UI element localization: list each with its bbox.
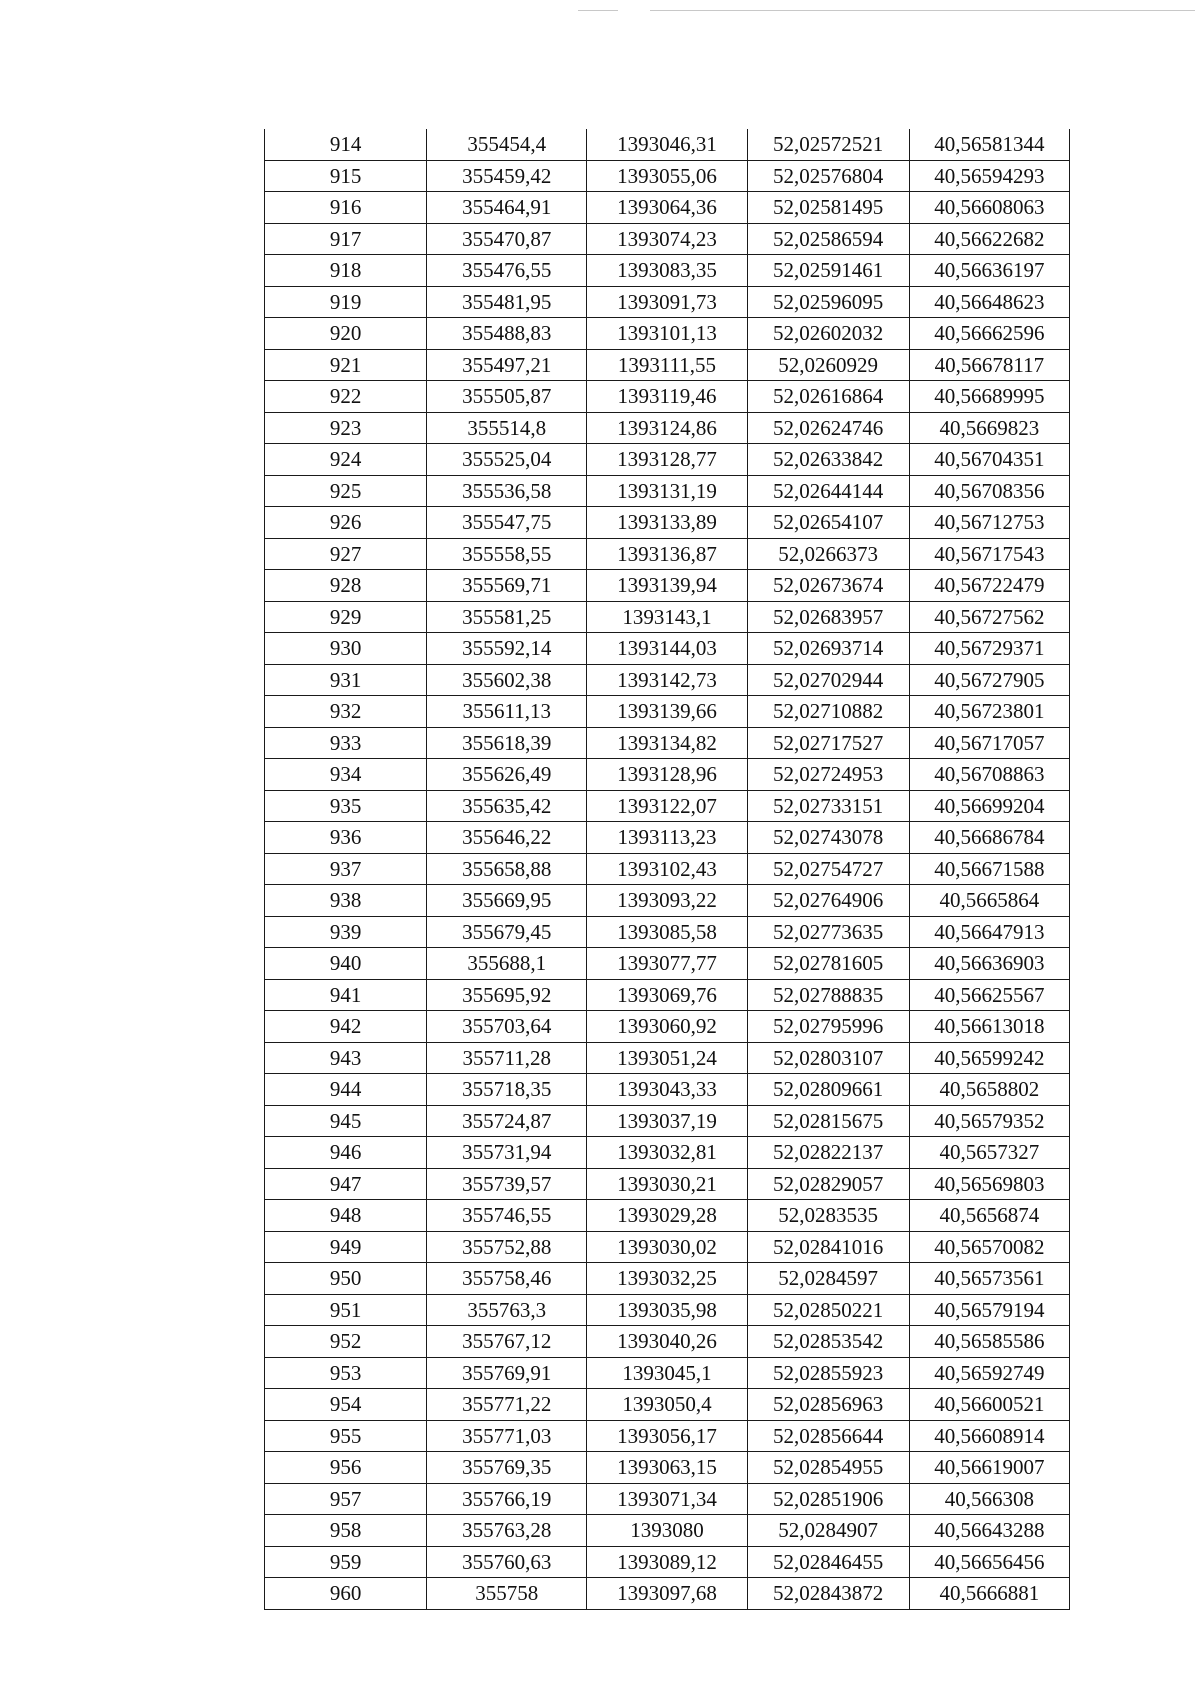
point-number-cell: 939 (265, 916, 427, 948)
y-coordinate-cell: 1393083,35 (587, 255, 747, 287)
latitude-cell: 52,02710882 (747, 696, 909, 728)
longitude-cell: 40,56727905 (909, 664, 1069, 696)
longitude-cell: 40,56662596 (909, 318, 1069, 350)
y-coordinate-cell: 1393139,94 (587, 570, 747, 602)
x-coordinate-cell: 355703,64 (427, 1011, 587, 1043)
x-coordinate-cell: 355536,58 (427, 475, 587, 507)
longitude-cell: 40,5666881 (909, 1578, 1069, 1610)
latitude-cell: 52,02654107 (747, 507, 909, 539)
longitude-cell: 40,56599242 (909, 1042, 1069, 1074)
y-coordinate-cell: 1393035,98 (587, 1294, 747, 1326)
x-coordinate-cell: 355695,92 (427, 979, 587, 1011)
x-coordinate-cell: 355547,75 (427, 507, 587, 539)
point-number-cell: 937 (265, 853, 427, 885)
table-row (265, 1200, 1070, 1232)
longitude-cell: 40,56636197 (909, 255, 1069, 287)
point-number-cell: 927 (265, 538, 427, 570)
point-number-cell: 938 (265, 885, 427, 917)
point-number-cell: 915 (265, 160, 427, 192)
point-number-cell: 935 (265, 790, 427, 822)
table-row (265, 444, 1070, 476)
y-coordinate-cell: 1393050,4 (587, 1389, 747, 1421)
latitude-cell: 52,02683957 (747, 601, 909, 633)
y-coordinate-cell: 1393069,76 (587, 979, 747, 1011)
latitude-cell: 52,02754727 (747, 853, 909, 885)
y-coordinate-cell: 1393037,19 (587, 1105, 747, 1137)
table-row (265, 1074, 1070, 1106)
longitude-cell: 40,56656456 (909, 1546, 1069, 1578)
longitude-cell: 40,56686784 (909, 822, 1069, 854)
latitude-cell: 52,02853542 (747, 1326, 909, 1358)
table-row (265, 1483, 1070, 1515)
y-coordinate-cell: 1393134,82 (587, 727, 747, 759)
x-coordinate-cell: 355481,95 (427, 286, 587, 318)
table-row (265, 538, 1070, 570)
table-row (265, 1105, 1070, 1137)
point-number-cell: 956 (265, 1452, 427, 1484)
point-number-cell: 920 (265, 318, 427, 350)
longitude-cell: 40,56647913 (909, 916, 1069, 948)
y-coordinate-cell: 1393032,25 (587, 1263, 747, 1295)
y-coordinate-cell: 1393113,23 (587, 822, 747, 854)
table-row (265, 223, 1070, 255)
x-coordinate-cell: 355766,19 (427, 1483, 587, 1515)
y-coordinate-cell: 1393128,77 (587, 444, 747, 476)
point-number-cell: 946 (265, 1137, 427, 1169)
longitude-cell: 40,56717543 (909, 538, 1069, 570)
latitude-cell: 52,02733151 (747, 790, 909, 822)
table-row (265, 1515, 1070, 1547)
longitude-cell: 40,56619007 (909, 1452, 1069, 1484)
table-row (265, 1389, 1070, 1421)
x-coordinate-cell: 355602,38 (427, 664, 587, 696)
y-coordinate-cell: 1393064,36 (587, 192, 747, 224)
latitude-cell: 52,02773635 (747, 916, 909, 948)
longitude-cell: 40,56625567 (909, 979, 1069, 1011)
table-row (265, 790, 1070, 822)
latitude-cell: 52,02581495 (747, 192, 909, 224)
latitude-cell: 52,0266373 (747, 538, 909, 570)
longitude-cell: 40,56585586 (909, 1326, 1069, 1358)
longitude-cell: 40,56708863 (909, 759, 1069, 791)
y-coordinate-cell: 1393124,86 (587, 412, 747, 444)
longitude-cell: 40,56727562 (909, 601, 1069, 633)
x-coordinate-cell: 355476,55 (427, 255, 587, 287)
x-coordinate-cell: 355669,95 (427, 885, 587, 917)
longitude-cell: 40,5669823 (909, 412, 1069, 444)
point-number-cell: 941 (265, 979, 427, 1011)
x-coordinate-cell: 355731,94 (427, 1137, 587, 1169)
table-row (265, 1294, 1070, 1326)
longitude-cell: 40,56622682 (909, 223, 1069, 255)
longitude-cell: 40,5657327 (909, 1137, 1069, 1169)
x-coordinate-cell: 355746,55 (427, 1200, 587, 1232)
x-coordinate-cell: 355771,03 (427, 1420, 587, 1452)
latitude-cell: 52,0284907 (747, 1515, 909, 1547)
y-coordinate-cell: 1393111,55 (587, 349, 747, 381)
longitude-cell: 40,56689995 (909, 381, 1069, 413)
point-number-cell: 952 (265, 1326, 427, 1358)
point-number-cell: 924 (265, 444, 427, 476)
longitude-cell: 40,56581344 (909, 129, 1069, 160)
latitude-cell: 52,02851906 (747, 1483, 909, 1515)
table-row (265, 822, 1070, 854)
latitude-cell: 52,0260929 (747, 349, 909, 381)
x-coordinate-cell: 355769,91 (427, 1357, 587, 1389)
point-number-cell: 957 (265, 1483, 427, 1515)
x-coordinate-cell: 355505,87 (427, 381, 587, 413)
x-coordinate-cell: 355464,91 (427, 192, 587, 224)
latitude-cell: 52,02846455 (747, 1546, 909, 1578)
table-row (265, 1357, 1070, 1389)
latitude-cell: 52,02822137 (747, 1137, 909, 1169)
x-coordinate-cell: 355724,87 (427, 1105, 587, 1137)
longitude-cell: 40,56608914 (909, 1420, 1069, 1452)
longitude-cell: 40,56608063 (909, 192, 1069, 224)
point-number-cell: 933 (265, 727, 427, 759)
latitude-cell: 52,02624746 (747, 412, 909, 444)
table-row (265, 1168, 1070, 1200)
latitude-cell: 52,02843872 (747, 1578, 909, 1610)
x-coordinate-cell: 355635,42 (427, 790, 587, 822)
point-number-cell: 960 (265, 1578, 427, 1610)
latitude-cell: 52,02795996 (747, 1011, 909, 1043)
point-number-cell: 922 (265, 381, 427, 413)
table-row (265, 507, 1070, 539)
point-number-cell: 917 (265, 223, 427, 255)
point-number-cell: 942 (265, 1011, 427, 1043)
point-number-cell: 940 (265, 948, 427, 980)
x-coordinate-cell: 355488,83 (427, 318, 587, 350)
y-coordinate-cell: 1393030,21 (587, 1168, 747, 1200)
latitude-cell: 52,02788835 (747, 979, 909, 1011)
x-coordinate-cell: 355459,42 (427, 160, 587, 192)
latitude-cell: 52,02809661 (747, 1074, 909, 1106)
y-coordinate-cell: 1393119,46 (587, 381, 747, 413)
table-row (265, 1452, 1070, 1484)
point-number-cell: 934 (265, 759, 427, 791)
point-number-cell: 945 (265, 1105, 427, 1137)
y-coordinate-cell: 1393043,33 (587, 1074, 747, 1106)
longitude-cell: 40,56579194 (909, 1294, 1069, 1326)
point-number-cell: 944 (265, 1074, 427, 1106)
point-number-cell: 950 (265, 1263, 427, 1295)
point-number-cell: 953 (265, 1357, 427, 1389)
latitude-cell: 52,02591461 (747, 255, 909, 287)
table-row (265, 349, 1070, 381)
longitude-cell: 40,56570082 (909, 1231, 1069, 1263)
y-coordinate-cell: 1393080 (587, 1515, 747, 1547)
x-coordinate-cell: 355592,14 (427, 633, 587, 665)
latitude-cell: 52,02693714 (747, 633, 909, 665)
table-row (265, 475, 1070, 507)
longitude-cell: 40,56722479 (909, 570, 1069, 602)
point-number-cell: 930 (265, 633, 427, 665)
coordinates-table-body (265, 129, 1070, 1609)
x-coordinate-cell: 355711,28 (427, 1042, 587, 1074)
longitude-cell: 40,5656874 (909, 1200, 1069, 1232)
longitude-cell: 40,56723801 (909, 696, 1069, 728)
y-coordinate-cell: 1393097,68 (587, 1578, 747, 1610)
longitude-cell: 40,56648623 (909, 286, 1069, 318)
y-coordinate-cell: 1393128,96 (587, 759, 747, 791)
latitude-cell: 52,02855923 (747, 1357, 909, 1389)
latitude-cell: 52,02781605 (747, 948, 909, 980)
table-row (265, 1042, 1070, 1074)
point-number-cell: 932 (265, 696, 427, 728)
y-coordinate-cell: 1393046,31 (587, 129, 747, 160)
point-number-cell: 929 (265, 601, 427, 633)
latitude-cell: 52,02616864 (747, 381, 909, 413)
x-coordinate-cell: 355758,46 (427, 1263, 587, 1295)
latitude-cell: 52,02803107 (747, 1042, 909, 1074)
y-coordinate-cell: 1393060,92 (587, 1011, 747, 1043)
longitude-cell: 40,56708356 (909, 475, 1069, 507)
latitude-cell: 52,02850221 (747, 1294, 909, 1326)
table-row (265, 160, 1070, 192)
x-coordinate-cell: 355718,35 (427, 1074, 587, 1106)
table-row (265, 1137, 1070, 1169)
x-coordinate-cell: 355558,55 (427, 538, 587, 570)
table-row (265, 916, 1070, 948)
point-number-cell: 954 (265, 1389, 427, 1421)
x-coordinate-cell: 355767,12 (427, 1326, 587, 1358)
x-coordinate-cell: 355763,28 (427, 1515, 587, 1547)
latitude-cell: 52,02856644 (747, 1420, 909, 1452)
point-number-cell: 921 (265, 349, 427, 381)
table-row (265, 1231, 1070, 1263)
longitude-cell: 40,5665864 (909, 885, 1069, 917)
latitude-cell: 52,02815675 (747, 1105, 909, 1137)
table-row (265, 601, 1070, 633)
x-coordinate-cell: 355514,8 (427, 412, 587, 444)
x-coordinate-cell: 355646,22 (427, 822, 587, 854)
y-coordinate-cell: 1393051,24 (587, 1042, 747, 1074)
x-coordinate-cell: 355769,35 (427, 1452, 587, 1484)
table-row (265, 1420, 1070, 1452)
point-number-cell: 914 (265, 129, 427, 160)
point-number-cell: 958 (265, 1515, 427, 1547)
point-number-cell: 918 (265, 255, 427, 287)
table-row (265, 318, 1070, 350)
x-coordinate-cell: 355688,1 (427, 948, 587, 980)
latitude-cell: 52,02576804 (747, 160, 909, 192)
y-coordinate-cell: 1393063,15 (587, 1452, 747, 1484)
point-number-cell: 919 (265, 286, 427, 318)
latitude-cell: 52,02596095 (747, 286, 909, 318)
point-number-cell: 925 (265, 475, 427, 507)
table-row (265, 727, 1070, 759)
table-row (265, 1578, 1070, 1610)
table-row (265, 885, 1070, 917)
point-number-cell: 916 (265, 192, 427, 224)
point-number-cell: 959 (265, 1546, 427, 1578)
point-number-cell: 947 (265, 1168, 427, 1200)
table-row (265, 286, 1070, 318)
y-coordinate-cell: 1393101,13 (587, 318, 747, 350)
latitude-cell: 52,02854955 (747, 1452, 909, 1484)
point-number-cell: 955 (265, 1420, 427, 1452)
table-row (265, 633, 1070, 665)
x-coordinate-cell: 355454,4 (427, 129, 587, 160)
y-coordinate-cell: 1393056,17 (587, 1420, 747, 1452)
table-row (265, 412, 1070, 444)
longitude-cell: 40,56579352 (909, 1105, 1069, 1137)
latitude-cell: 52,02717527 (747, 727, 909, 759)
table-row (265, 1011, 1070, 1043)
x-coordinate-cell: 355581,25 (427, 601, 587, 633)
y-coordinate-cell: 1393045,1 (587, 1357, 747, 1389)
y-coordinate-cell: 1393071,34 (587, 1483, 747, 1515)
y-coordinate-cell: 1393102,43 (587, 853, 747, 885)
y-coordinate-cell: 1393133,89 (587, 507, 747, 539)
x-coordinate-cell: 355763,3 (427, 1294, 587, 1326)
longitude-cell: 40,56594293 (909, 160, 1069, 192)
longitude-cell: 40,56729371 (909, 633, 1069, 665)
longitude-cell: 40,56573561 (909, 1263, 1069, 1295)
longitude-cell: 40,56704351 (909, 444, 1069, 476)
y-coordinate-cell: 1393077,77 (587, 948, 747, 980)
longitude-cell: 40,5658802 (909, 1074, 1069, 1106)
x-coordinate-cell: 355569,71 (427, 570, 587, 602)
table-row (265, 664, 1070, 696)
longitude-cell: 40,56643288 (909, 1515, 1069, 1547)
table-row (265, 948, 1070, 980)
longitude-cell: 40,56717057 (909, 727, 1069, 759)
y-coordinate-cell: 1393091,73 (587, 286, 747, 318)
point-number-cell: 951 (265, 1294, 427, 1326)
latitude-cell: 52,02764906 (747, 885, 909, 917)
x-coordinate-cell: 355752,88 (427, 1231, 587, 1263)
y-coordinate-cell: 1393136,87 (587, 538, 747, 570)
latitude-cell: 52,02841016 (747, 1231, 909, 1263)
y-coordinate-cell: 1393144,03 (587, 633, 747, 665)
x-coordinate-cell: 355611,13 (427, 696, 587, 728)
latitude-cell: 52,02572521 (747, 129, 909, 160)
point-number-cell: 923 (265, 412, 427, 444)
x-coordinate-cell: 355760,63 (427, 1546, 587, 1578)
x-coordinate-cell: 355618,39 (427, 727, 587, 759)
longitude-cell: 40,56712753 (909, 507, 1069, 539)
table-row (265, 979, 1070, 1011)
latitude-cell: 52,02633842 (747, 444, 909, 476)
scan-artifact-line (578, 10, 618, 11)
longitude-cell: 40,566308 (909, 1483, 1069, 1515)
y-coordinate-cell: 1393131,19 (587, 475, 747, 507)
table-row (265, 1263, 1070, 1295)
y-coordinate-cell: 1393032,81 (587, 1137, 747, 1169)
y-coordinate-cell: 1393055,06 (587, 160, 747, 192)
latitude-cell: 52,02743078 (747, 822, 909, 854)
y-coordinate-cell: 1393085,58 (587, 916, 747, 948)
longitude-cell: 40,56636903 (909, 948, 1069, 980)
latitude-cell: 52,02829057 (747, 1168, 909, 1200)
longitude-cell: 40,56678117 (909, 349, 1069, 381)
x-coordinate-cell: 355658,88 (427, 853, 587, 885)
x-coordinate-cell: 355626,49 (427, 759, 587, 791)
y-coordinate-cell: 1393122,07 (587, 790, 747, 822)
x-coordinate-cell: 355497,21 (427, 349, 587, 381)
longitude-cell: 40,56699204 (909, 790, 1069, 822)
table-row (265, 570, 1070, 602)
longitude-cell: 40,56569803 (909, 1168, 1069, 1200)
x-coordinate-cell: 355679,45 (427, 916, 587, 948)
y-coordinate-cell: 1393143,1 (587, 601, 747, 633)
table-row (265, 1326, 1070, 1358)
y-coordinate-cell: 1393093,22 (587, 885, 747, 917)
x-coordinate-cell: 355525,04 (427, 444, 587, 476)
point-number-cell: 936 (265, 822, 427, 854)
y-coordinate-cell: 1393142,73 (587, 664, 747, 696)
table-row (265, 192, 1070, 224)
y-coordinate-cell: 1393029,28 (587, 1200, 747, 1232)
coordinates-table (264, 129, 1070, 1610)
longitude-cell: 40,56600521 (909, 1389, 1069, 1421)
point-number-cell: 949 (265, 1231, 427, 1263)
point-number-cell: 948 (265, 1200, 427, 1232)
latitude-cell: 52,02586594 (747, 223, 909, 255)
latitude-cell: 52,0283535 (747, 1200, 909, 1232)
table-row (265, 129, 1070, 160)
point-number-cell: 928 (265, 570, 427, 602)
point-number-cell: 931 (265, 664, 427, 696)
x-coordinate-cell: 355758 (427, 1578, 587, 1610)
y-coordinate-cell: 1393139,66 (587, 696, 747, 728)
y-coordinate-cell: 1393089,12 (587, 1546, 747, 1578)
table-row (265, 381, 1070, 413)
table-row (265, 853, 1070, 885)
x-coordinate-cell: 355739,57 (427, 1168, 587, 1200)
latitude-cell: 52,0284597 (747, 1263, 909, 1295)
point-number-cell: 926 (265, 507, 427, 539)
longitude-cell: 40,56671588 (909, 853, 1069, 885)
table-row (265, 255, 1070, 287)
latitude-cell: 52,02673674 (747, 570, 909, 602)
table-row (265, 1546, 1070, 1578)
longitude-cell: 40,56613018 (909, 1011, 1069, 1043)
table-row (265, 696, 1070, 728)
x-coordinate-cell: 355470,87 (427, 223, 587, 255)
latitude-cell: 52,02856963 (747, 1389, 909, 1421)
point-number-cell: 943 (265, 1042, 427, 1074)
x-coordinate-cell: 355771,22 (427, 1389, 587, 1421)
y-coordinate-cell: 1393030,02 (587, 1231, 747, 1263)
y-coordinate-cell: 1393074,23 (587, 223, 747, 255)
y-coordinate-cell: 1393040,26 (587, 1326, 747, 1358)
latitude-cell: 52,02702944 (747, 664, 909, 696)
latitude-cell: 52,02602032 (747, 318, 909, 350)
latitude-cell: 52,02724953 (747, 759, 909, 791)
latitude-cell: 52,02644144 (747, 475, 909, 507)
scan-artifact-line (650, 10, 1195, 11)
longitude-cell: 40,56592749 (909, 1357, 1069, 1389)
table-row (265, 759, 1070, 791)
